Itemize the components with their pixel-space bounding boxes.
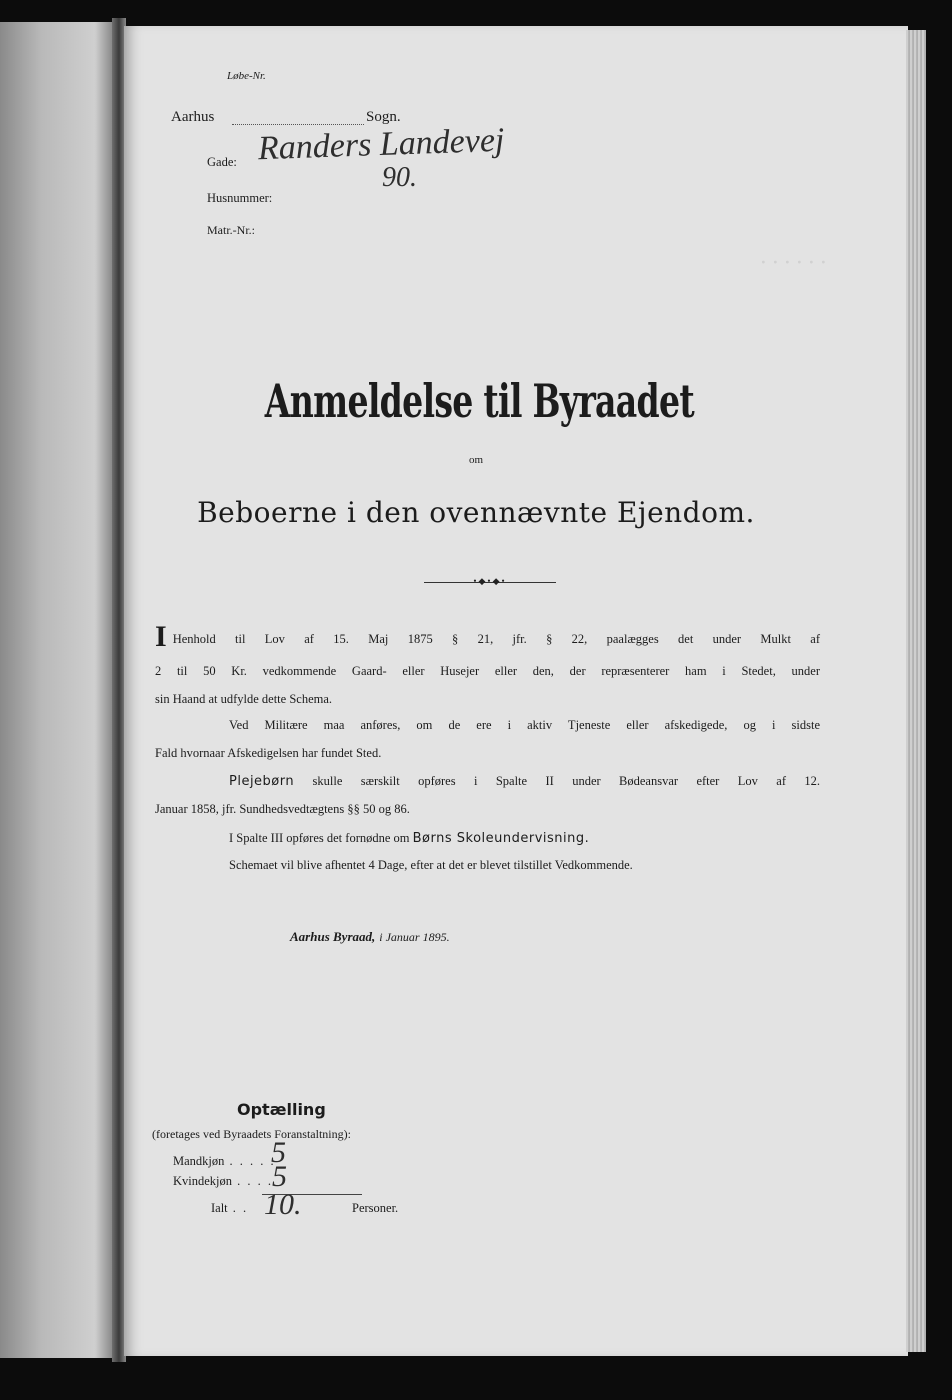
sogn-label: Sogn. [366,109,401,125]
female-count-value: 5 [272,1160,287,1193]
persons-label: Personer. [352,1201,399,1215]
instruction-line-4: Ved Militære maa anføres, om de ere i aktiv Tjeneste eller afskedigede, og i sidste [229,718,820,732]
signature-line [290,928,450,946]
male-count-value: 5 [271,1136,286,1169]
instruction-text: Henhold til Lov af 15. Maj 1875 § 21, jfr. § 22, paalægges det under Mulkt af [172,632,820,646]
title-connector: om [468,454,484,466]
gade-handwritten-value: Randers Landevej [257,121,506,168]
instruction-line-6 [229,775,820,788]
instruction-line-3: sin Haand at udfylde dette Schema. [155,692,333,706]
instruction-text: skulle særskilt opføres i Spalte II under Bødeansvar efter Lov af 12. [312,774,821,788]
document-title: Anmeldelse til Byraadet [264,374,694,428]
female-count-label: Kvindekjøn . . . . [173,1174,274,1188]
instruction-text: I Spalte III opføres det fornødne om [229,831,410,845]
female-label-text: Kvindekjøn [173,1174,233,1188]
page-edges [906,30,926,1352]
instruction-line-5: Fald hvornaar Afskedigelsen har fundet Sted. [155,746,382,760]
lobe-nr-label: Løbe-Nr. [227,70,266,82]
drop-cap: I [155,620,167,653]
total-label-text: Ialt [211,1201,228,1215]
total-count-label: Ialt . . [211,1201,249,1215]
male-count-label: Mandkjøn . . . . . [173,1154,276,1168]
instruction-line-9: Schemaet vil blive afhentet 4 Dage, efter at det er blevet tilstillet Vedkommende. [229,858,633,872]
instruction-line-2: 2 til 50 Kr. vedkommende Gaard- eller Husejer eller den, der repræsenterer ham i Stedet, under [155,664,820,678]
male-label-text: Mandkjøn [173,1154,225,1168]
husnummer-label: Husnummer: [207,191,273,205]
skoleundervisning-emphasis: Børns Skoleundervisning. [412,831,590,846]
count-heading: Optælling [237,1100,326,1119]
matr-nr-label: Matr.-Nr.: [207,223,255,237]
instruction-line-1 [155,620,820,653]
ornamental-divider: •◆•◆• [424,582,556,583]
gade-label: Gade: [207,155,237,169]
signature-org: Aarhus Byraad, [290,929,376,944]
signature-date: i Januar 1895. [379,930,450,944]
aarhus-label: Aarhus [171,109,215,125]
bleed-through-text: · · · · · · [760,250,826,276]
husnummer-handwritten-value: 90. [382,162,417,193]
count-note: (foretages ved Byraadets Foranstaltning): [152,1127,351,1141]
instruction-line-8 [229,832,820,845]
total-count-value: 10. [264,1188,302,1221]
document-subtitle: Beboerne i den ovennævnte Ejendom. [197,496,755,529]
instruction-line-7: Januar 1858, jfr. Sundhedsvedtægtens §§ 50 og 86. [155,802,410,816]
plejeborn-emphasis: Plejebørn [229,774,295,789]
previous-page [0,22,118,1358]
aarhus-dotted-line [232,124,364,125]
